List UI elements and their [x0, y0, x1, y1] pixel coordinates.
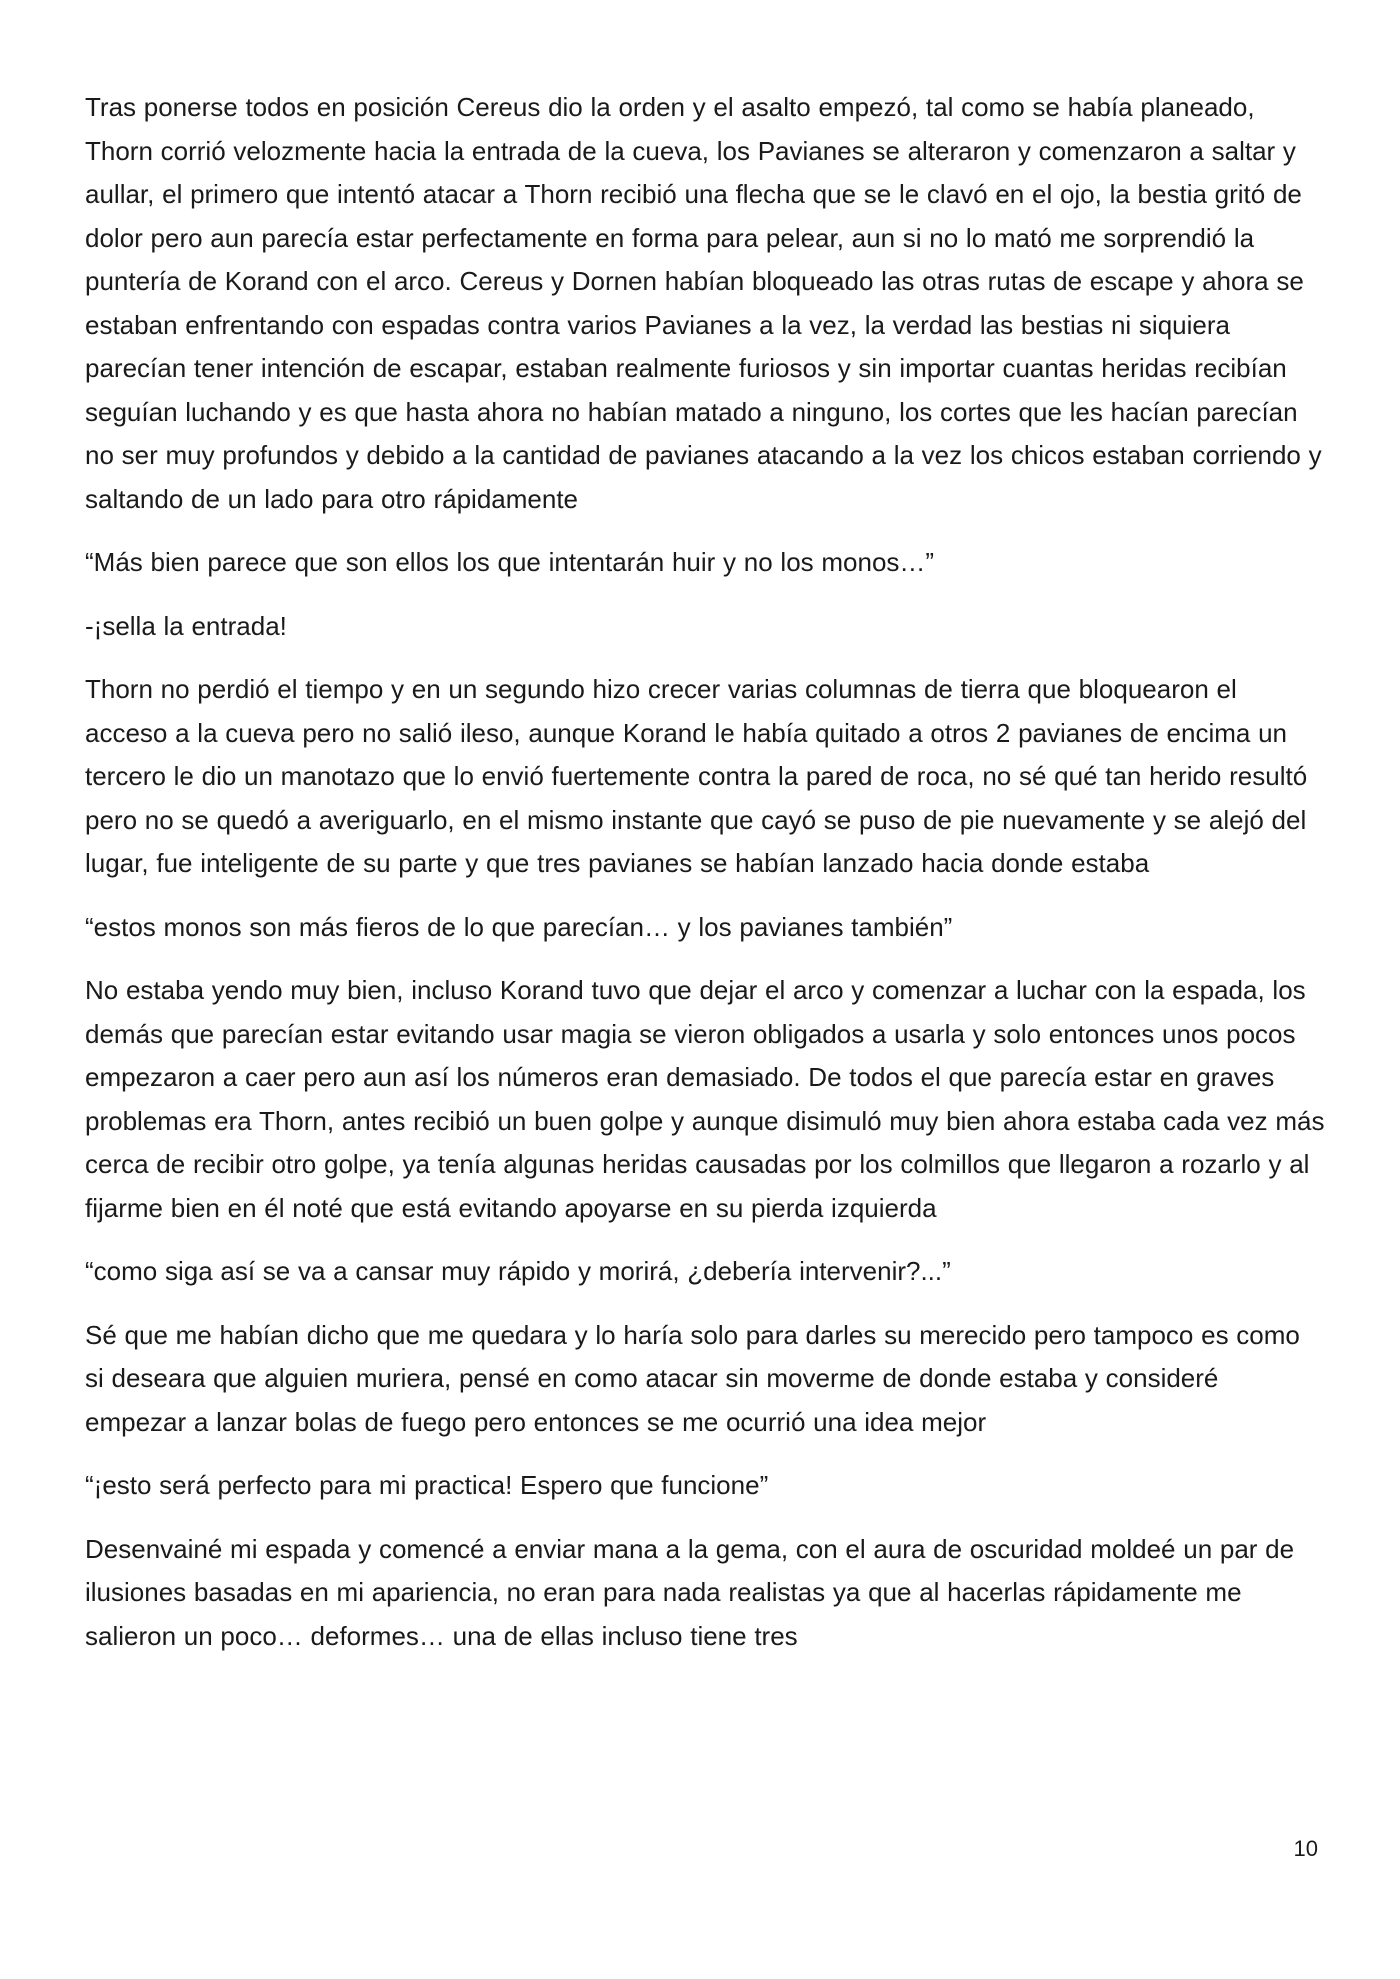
paragraph-struggle: No estaba yendo muy bien, incluso Korand tuvo que dejar el arco y comenzar a luchar con la espada, los demás que parecían estar evitando usar magia se vieron obligados a usarla y solo entonces unos pocos empezaron a caer pero aun así los números eran demasiado. De todos el que parecía estar en graves problemas era Thorn, antes recibió un buen golpe y aunque disimuló muy bien ahora estaba cada vez más cerca de recibir otro golpe, ya tenía algunas heridas causadas por los colmillos que llegaron a rozarlo y al fijarme bien en él noté que está evitando apoyarse en su pierda izquierda — [85, 975, 1325, 1223]
paragraph-thorn-earth: Thorn no perdió el tiempo y en un segundo hizo crecer varias columnas de tierra que bloquearon el acceso a la cueva pero no salió ileso, aunque Korand le había quitado a otros 2 pavianes de encima un tercero le dio un manotazo que lo envió fuertemente contra la pared de roca, no sé qué tan herido resultó pero no se quedó a averiguarlo, en el mismo instante que cayó se puso de pie nuevamente y se alejó del lugar, fue inteligente de su parte y que tres pavianes se habían lanzado hacia donde estaba — [85, 674, 1308, 878]
paragraph-assault: Tras ponerse todos en posición Cereus dio la orden y el asalto empezó, tal como se había planeado, Thorn corrió velozmente hacia la entrada de la cueva, los Pavianes se alteraron y comenzaron a saltar y aullar, el primero que intentó atacar a Thorn recibió una flecha que se le clavó en el ojo, la bestia gritó de dolor pero aun parecía estar perfectamente en forma para pelear, aun si no lo mató me sorprendió la puntería de Korand con el arco. Cereus y Dornen habían bloqueado las otras rutas de escape y ahora se estaban enfrentando con espadas contra varios Pavianes a la vez, la verdad las bestias ni siquiera parecían tener intención de escapar, estaban realmente furiosos y sin importar cuantas heridas recibían seguían luchando y es que hasta ahora no habían matado a ninguno, los cortes que les hacían parecían no ser muy profundos y debido a la cantidad de pavianes atacando a la vez los chicos estaban corriendo y saltando de un lado para otro rápidamente — [85, 92, 1322, 514]
paragraph-dialogue-seal: -¡sella la entrada! — [85, 610, 287, 641]
paragraph-thought-intervene: “como siga así se va a cansar muy rápido y morirá, ¿debería intervenir?...” — [85, 1256, 951, 1286]
page-number: 10 — [1293, 1836, 1318, 1861]
paragraph-illusions: Desenvainé mi espada y comencé a enviar mana a la gema, con el aura de oscuridad moldeé un par de ilusiones basadas en mi apariencia, no eran para nada realistas ya que al hacerlas rápidamente me salieron un poco… deformes… una de ellas incluso tiene tres — [85, 1533, 1295, 1651]
paragraph-decision: Sé que me habían dicho que me quedara y lo haría solo para darles su merecido pero tampoco es como si deseara que alguien muriera, pensé en como atacar sin moverme de donde estaba y consideré empezar a lanzar bolas de fuego pero entonces se me ocurrió una idea mejor — [85, 1319, 1300, 1437]
paragraph-thought-fierce: “estos monos son más fieros de lo que parecían… y los pavianes también” — [85, 911, 953, 942]
body-text — [85, 86, 1325, 1678]
paragraph-thought-flee: “Más bien parece que son ellos los que intentarán huir y no los monos…” — [85, 547, 935, 577]
paragraph-thought-practice: “¡esto será perfecto para mi practica! Espero que funcione” — [85, 1470, 769, 1500]
